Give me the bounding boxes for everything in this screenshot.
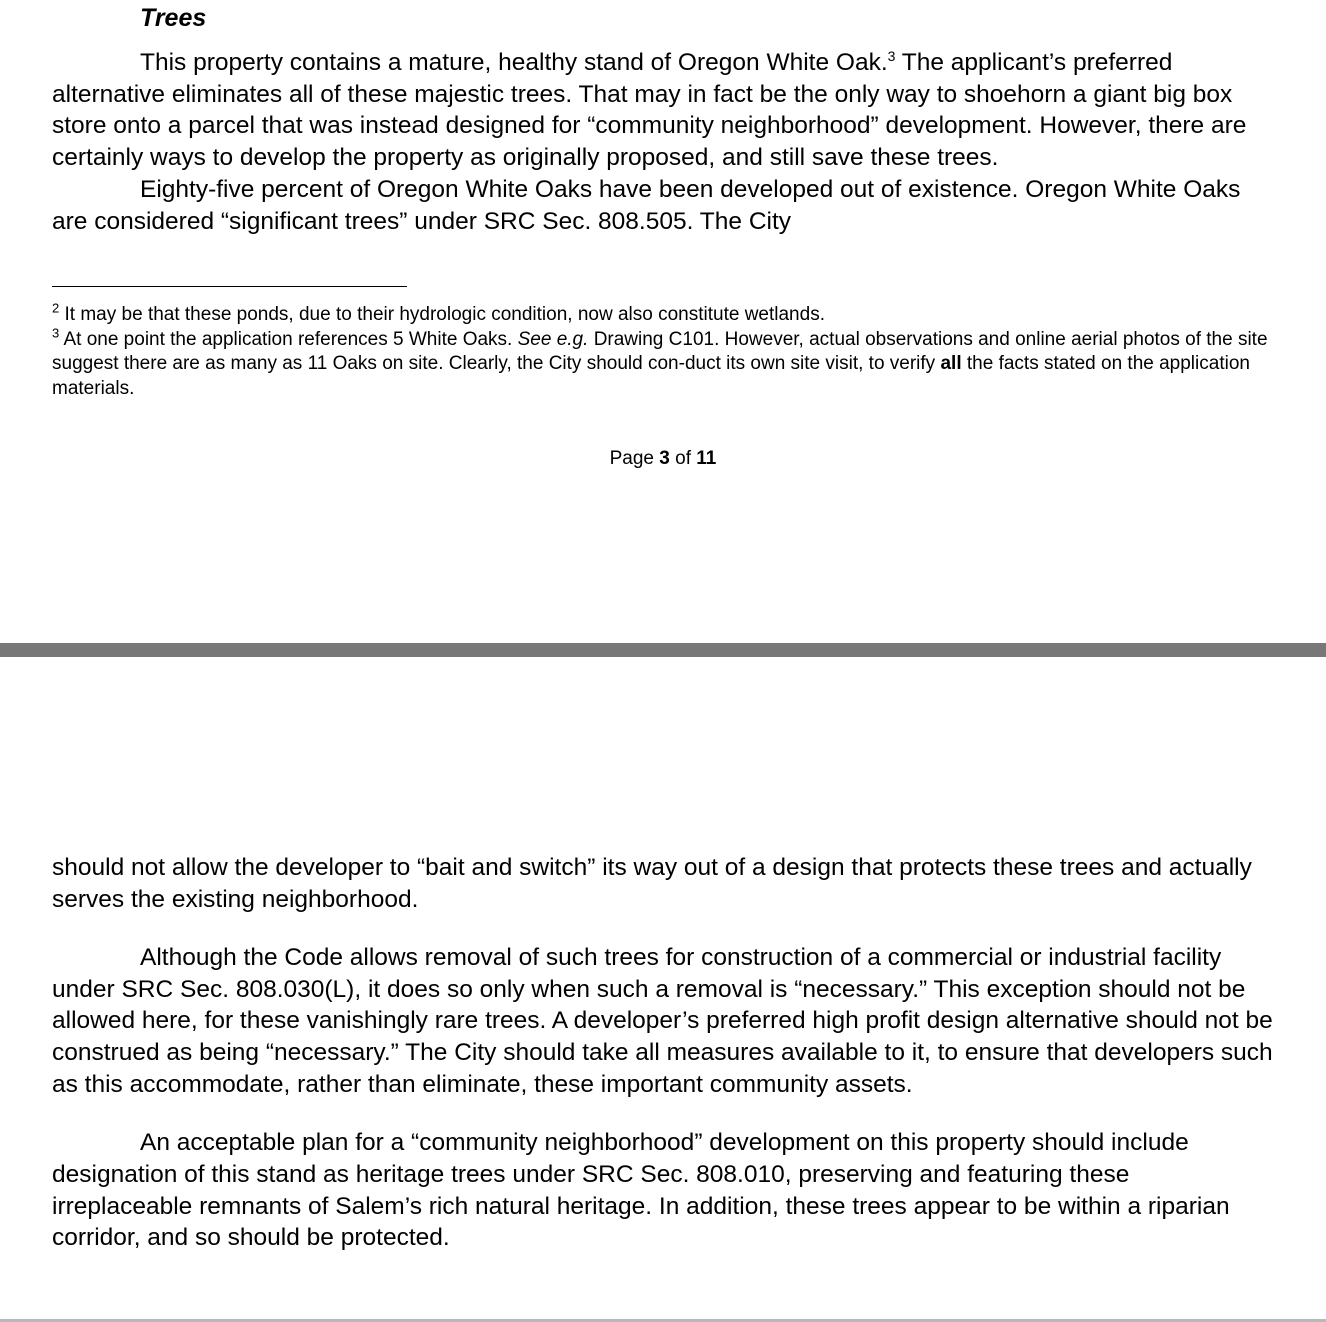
page-footer-prefix: Page: [609, 447, 654, 469]
footnote-reference-3: 3: [887, 47, 896, 64]
footnote-3-emphasis: all: [940, 353, 962, 375]
spacer: [52, 33, 1274, 47]
footnote-marker-3: 3: [52, 325, 60, 341]
footnote-3: [52, 325, 1274, 402]
paragraph-acceptable-plan: An acceptable plan for a “community neighborhood” development on this property should include designation of this stand as heritage trees under SRC Sec. 808.010, preserving and featuring these irreplaceable remnants of Salem’s rich natural heritage. In addition, these trees appear to be within a riparian corridor, and so should be protected.: [52, 1128, 1230, 1252]
paragraph-bait-and-switch: should not allow the developer to “bait and switch” its way out of a design that protects these trees and actually serves the existing neighborhood.: [52, 854, 1252, 913]
page-footer-middle: of: [675, 447, 691, 469]
footnote-3-text-part2: Drawing C101. However, actual observations and online aerial photos of the site suggest there are as many as 11 Oaks on site. Clearly, the City should con-duct its own site visit, to verify: [52, 328, 1268, 375]
document-page-3: [0, 0, 1326, 643]
footnote-separator-rule: [52, 286, 407, 287]
spacer: [52, 916, 1274, 942]
footnote-marker-2: 2: [52, 300, 60, 316]
footnote-3-text-part1: At one point the application references 5 White Oaks.: [63, 328, 513, 350]
section-heading-trees: Trees: [140, 4, 207, 32]
paragraph-rest-text: The applicant’s preferred alternative eliminates all of these majestic trees. That may in fact be the only way to shoehorn a giant big box store onto a parcel that was instead designed for “community neighborhood” development. However, there are certainly ways to develop the property as originally proposed, and still save these trees.: [52, 48, 1247, 172]
document-page-4: [0, 657, 1326, 1322]
footnote-3-citation-signal: See e.g.: [517, 328, 589, 350]
paragraph-code-removal: Although the Code allows removal of such trees for construction of a commercial or industrial facility under SRC Sec. 808.030(L), it does so only when such a removal is “necessary.” This exception should not be allowed here, for these vanishingly rare trees. A developer’s preferred high profit design alternative should not be construed as being “necessary.” The City should take all measures available to it, to ensure that developers such as this accommodate, rather than eliminate, these important community assets.: [52, 943, 1273, 1099]
page-footer-total: 11: [696, 447, 717, 469]
paragraph-trees-intro: [52, 47, 1274, 174]
page-break-divider: [0, 643, 1326, 657]
spacer: [52, 657, 1274, 852]
paragraph-significant-trees: Eighty-five percent of Oregon White Oaks have been developed out of existence. Oregon White Oaks are considered “significant trees” under SRC Sec. 808.505. The City: [52, 176, 1241, 235]
page-footer-current: 3: [659, 447, 670, 469]
page-footer: [52, 448, 1274, 470]
footnote-2: [52, 300, 1274, 328]
spacer: [52, 1101, 1274, 1127]
paragraph-lead-text: This property contains a mature, healthy stand of Oregon White Oak.: [140, 48, 888, 76]
footnote-3-text-part3: the facts stated on the application materials.: [52, 353, 1250, 399]
footnote-2-text: It may be that these ponds, due to their hydrologic condition, now also constitute wetlands.: [64, 303, 825, 325]
